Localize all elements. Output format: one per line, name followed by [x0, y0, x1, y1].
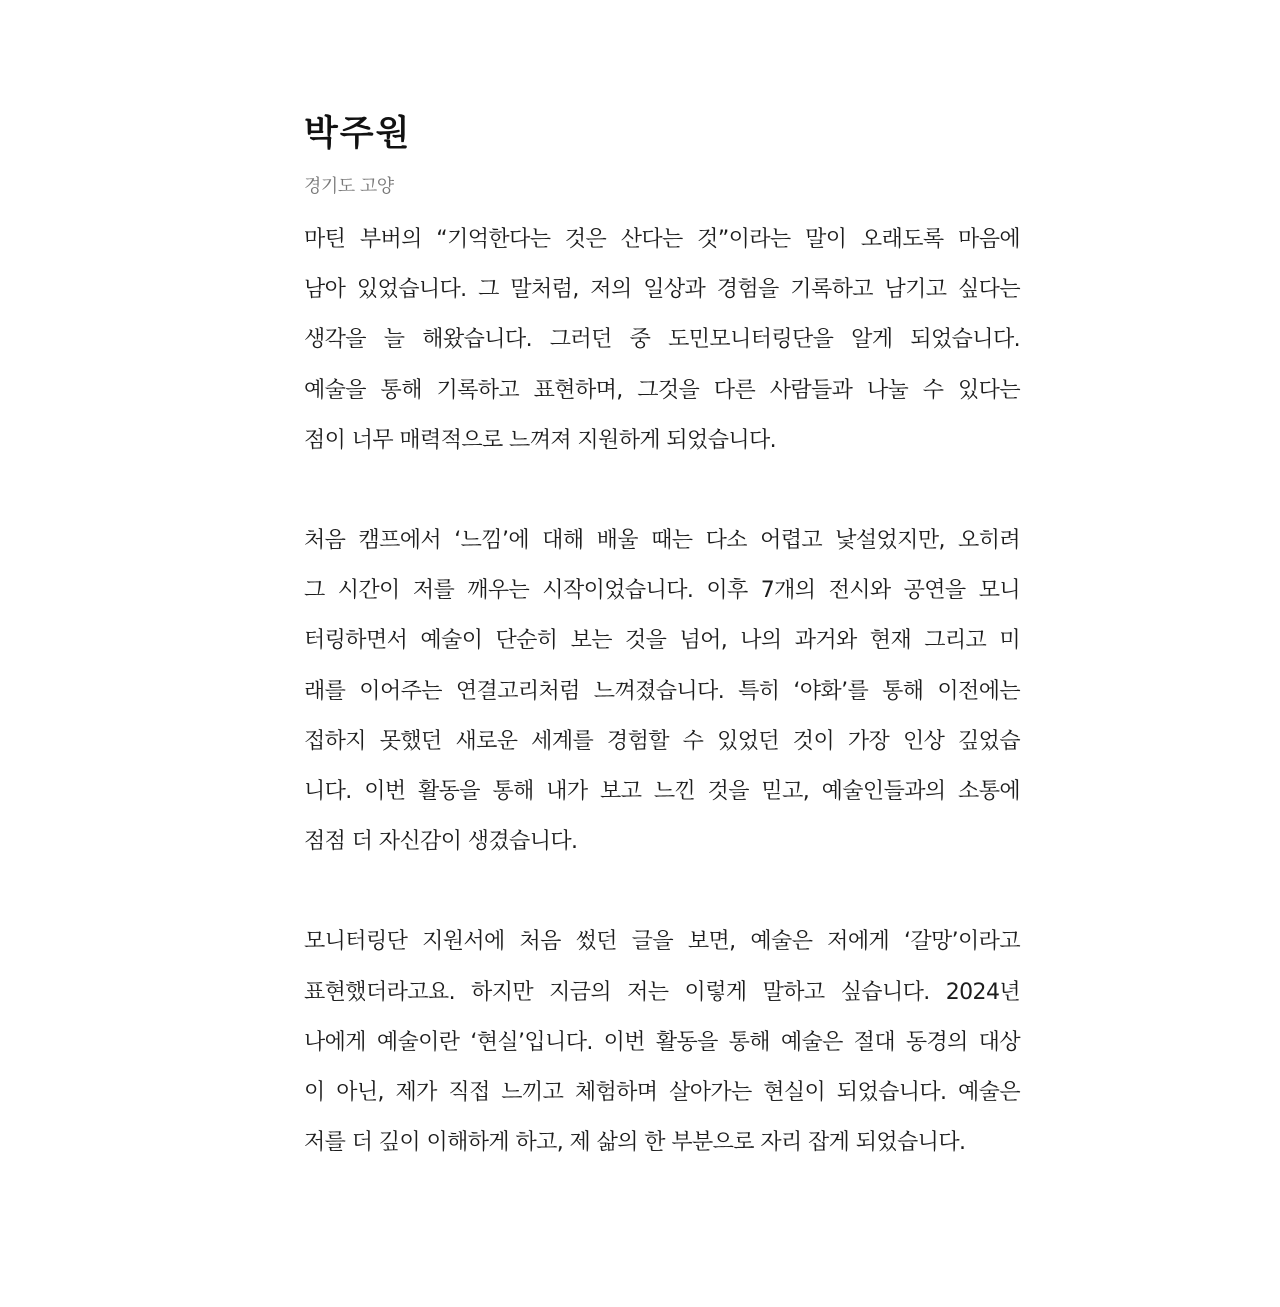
paragraph-3 [304, 917, 1020, 1168]
text-line: 예술을 통해 기록하고 표현하며, 그것을 다른 사람들과 나눌 수 있다는 [304, 377, 1020, 403]
article-body [304, 215, 1020, 1168]
text-line: 점점 더 자신감이 생겼습니다. [304, 829, 578, 855]
text-line: 남아 있었습니다. 그 말처럼, 저의 일상과 경험을 기록하고 남기고 싶다는 [304, 277, 1020, 303]
text-line: 저를 더 깊이 이해하게 하고, 제 삶의 한 부분으로 자리 잡게 되었습니다. [304, 1130, 966, 1156]
text-line: 점이 너무 매력적으로 느껴져 지원하게 되었습니다. [304, 427, 777, 453]
paragraph-1 [304, 215, 1020, 466]
text-line: 그 시간이 저를 깨우는 시작이었습니다. 이후 7개의 전시와 공연을 모니 [304, 578, 1020, 604]
text-line: 나에게 예술이란 ‘현실’입니다. 이번 활동을 통해 예술은 절대 동경의 대상 [304, 1029, 1020, 1055]
text-line: 터링하면서 예술이 단순히 보는 것을 넘어, 나의 과거와 현재 그리고 미 [304, 628, 1020, 654]
text-line: 이 아닌, 제가 직접 느끼고 체험하며 살아가는 현실이 되었습니다. 예술은 [304, 1080, 1020, 1106]
article [304, 108, 1020, 1218]
text-line: 처음 캠프에서 ‘느낌’에 대해 배울 때는 다소 어렵고 낯설었지만, 오히려 [304, 528, 1020, 554]
text-line: 니다. 이번 활동을 통해 내가 보고 느낀 것을 믿고, 예술인들과의 소통에 [304, 779, 1020, 805]
text-line: 마틴 부버의 “기억한다는 것은 산다는 것”이라는 말이 오래도록 마음에 [304, 227, 1020, 252]
author-location: 경기도 고양 [304, 176, 394, 197]
text-line: 접하지 못했던 새로운 세계를 경험할 수 있었던 것이 가장 인상 깊었습 [304, 728, 1020, 754]
text-line: 생각을 늘 해왔습니다. 그러던 중 도민모니터링단을 알게 되었습니다. [304, 327, 1020, 353]
author-name: 박주원 [304, 114, 412, 154]
text-line: 모니터링단 지원서에 처음 썼던 글을 보면, 예술은 저에게 ‘갈망’이라고 [304, 929, 1020, 955]
text-line: 표현했더라고요. 하지만 지금의 저는 이렇게 말하고 싶습니다. 2024년 [304, 979, 1020, 1005]
text-line: 래를 이어주는 연결고리처럼 느껴졌습니다. 특히 ‘야화’를 통해 이전에는 [304, 678, 1020, 704]
paragraph-2 [304, 516, 1020, 867]
